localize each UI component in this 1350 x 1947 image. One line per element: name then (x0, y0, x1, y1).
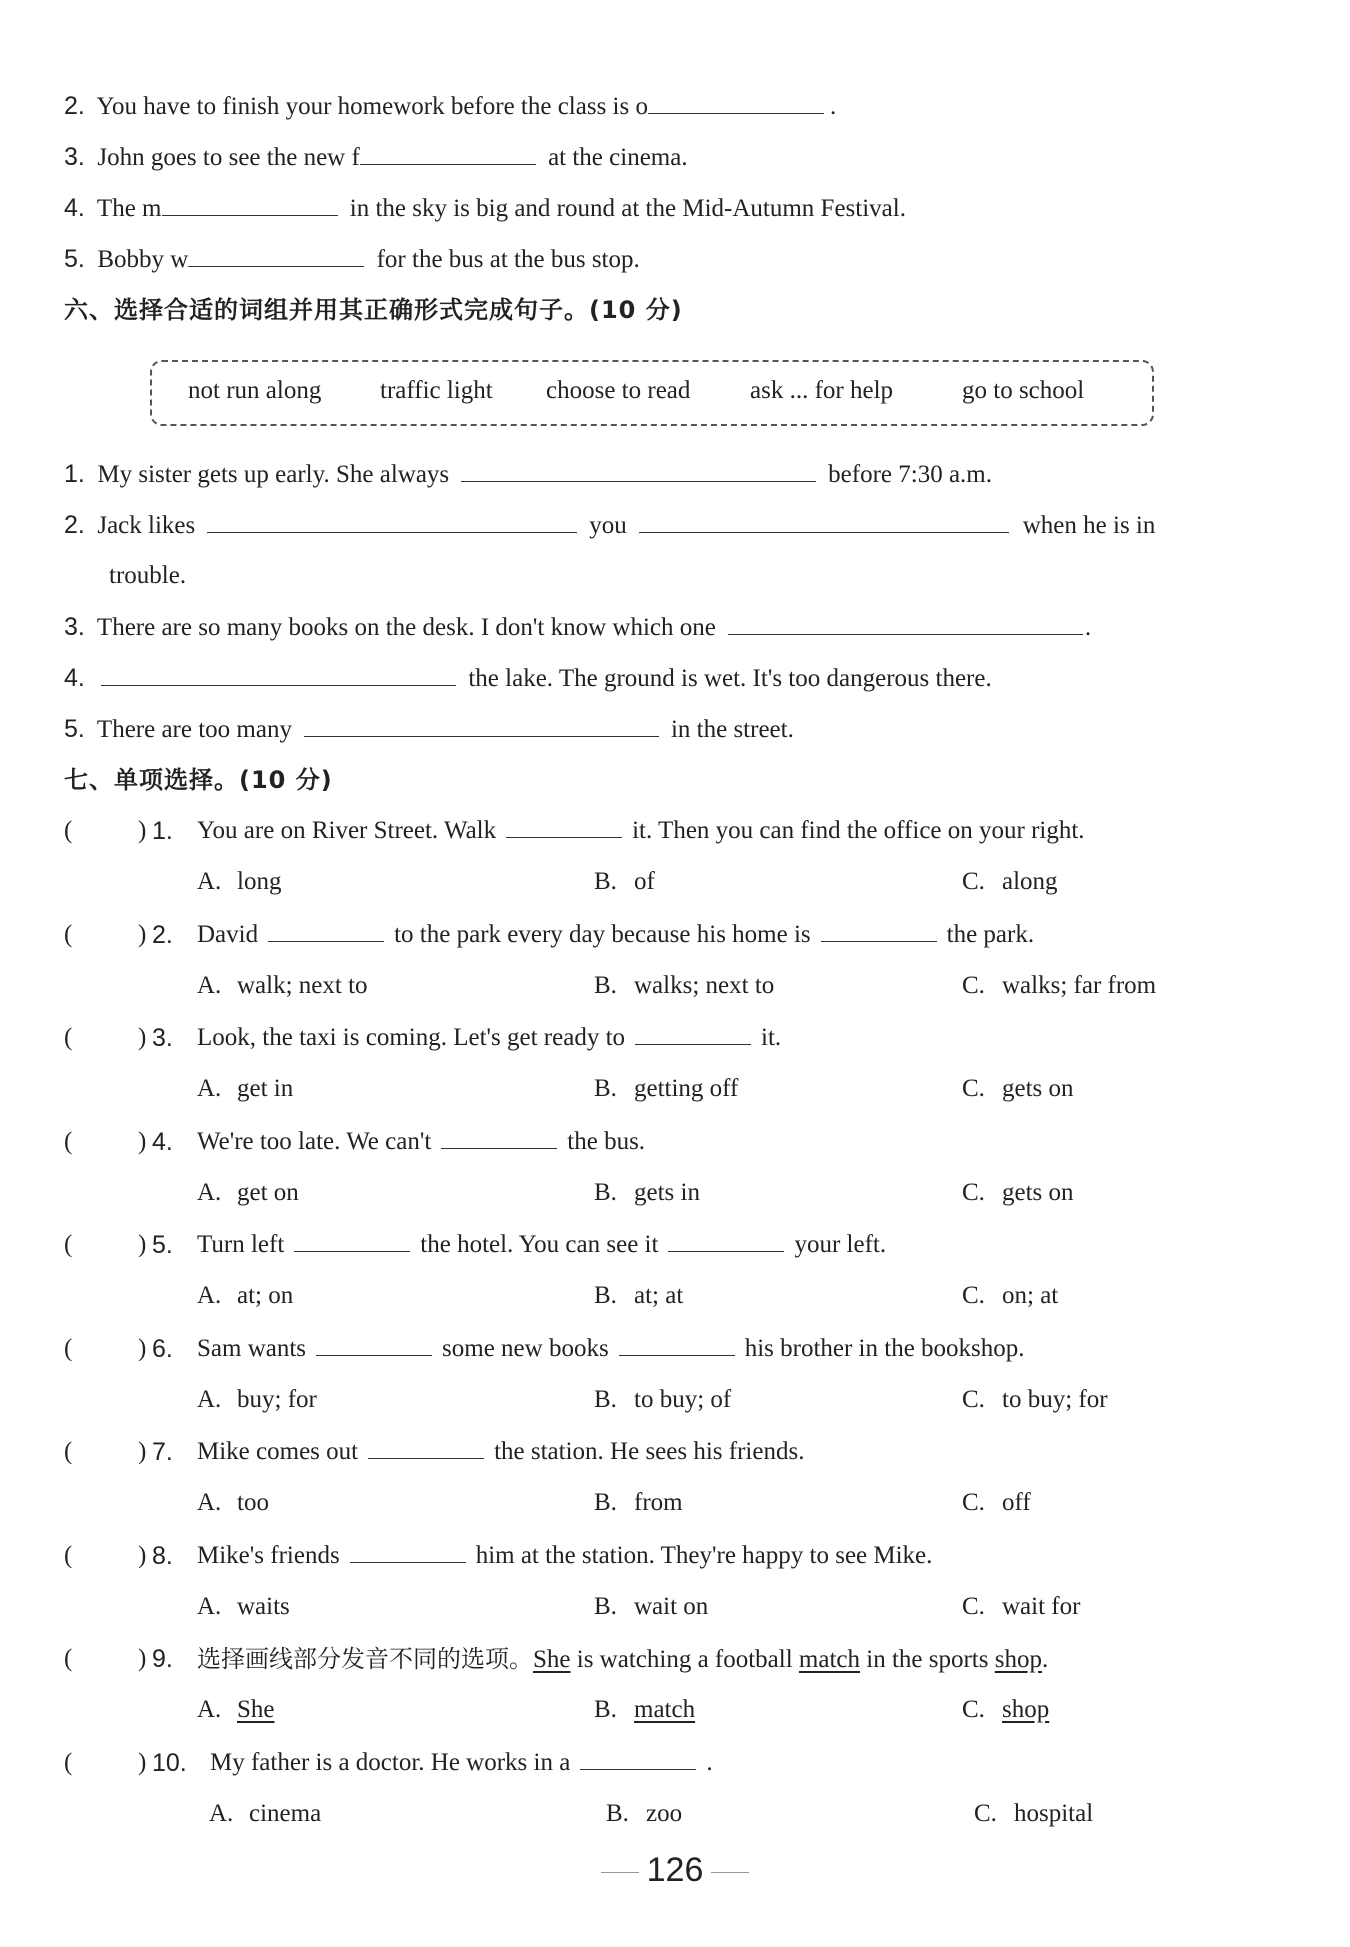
answer-paren-close: ) (138, 1024, 147, 1051)
answer-slot[interactable] (84, 1643, 138, 1675)
answer-slot[interactable] (84, 1022, 138, 1054)
answer-paren-open: ( (64, 1645, 73, 1672)
option-a[interactable]: A. too (197, 1489, 269, 1516)
answer-blank[interactable] (350, 1540, 466, 1563)
s5-item-4: 4. The m in the sky is big and round at the Mid-Autumn Festival. (64, 194, 906, 222)
option-a[interactable]: A. buy; for (197, 1386, 317, 1413)
question-text: Mike's friends him at the station. They're happy to see Mike. (197, 1542, 933, 1569)
question-number: 9. (152, 1645, 173, 1673)
question-text: Mike comes out the station. He sees his friends. (197, 1438, 805, 1465)
section-6-heading: 六、选择合适的词组并用其正确形式完成句子。(10 分) (64, 296, 683, 324)
question-text: We're too late. We can't the bus. (197, 1128, 646, 1155)
phrase-item: go to school (962, 377, 1085, 404)
s5-item-3: 3. John goes to see the new f at the cinema. (64, 143, 688, 171)
answer-paren-close: ) (138, 1128, 147, 1155)
answer-paren-close: ) (138, 1749, 147, 1776)
answer-paren-open: ( (64, 1542, 73, 1569)
answer-blank[interactable] (635, 1022, 751, 1045)
answer-slot[interactable] (84, 1126, 138, 1158)
s6-item-2: 2. Jack likes you when he is in (64, 511, 1156, 539)
option-b[interactable]: B. at; at (594, 1282, 684, 1309)
answer-paren-open: ( (64, 1231, 73, 1258)
answer-paren-close: ) (138, 1542, 147, 1569)
s6-item-3: 3. There are so many books on the desk. I don't know which one . (64, 613, 1092, 641)
answer-blank[interactable] (648, 91, 824, 114)
answer-paren-close: ) (138, 921, 147, 948)
answer-blank[interactable] (668, 1229, 784, 1252)
answer-paren-close: ) (138, 817, 147, 844)
question-text: My father is a doctor. He works in a . (210, 1749, 713, 1776)
option-c[interactable]: C. off (962, 1489, 1031, 1516)
phrase-item: traffic light (380, 377, 493, 404)
question-number: 5. (152, 1231, 173, 1259)
option-b[interactable]: B. zoo (606, 1800, 683, 1827)
answer-slot[interactable] (84, 919, 138, 951)
question-number: 1. (152, 817, 173, 845)
s6-item-4: 4. the lake. The ground is wet. It's too dangerous there. (64, 664, 992, 692)
answer-paren-open: ( (64, 1335, 73, 1362)
answer-blank[interactable] (580, 1747, 696, 1770)
answer-blank[interactable] (188, 244, 364, 267)
answer-slot[interactable] (84, 1333, 138, 1365)
answer-paren-close: ) (138, 1335, 147, 1362)
question-text: Sam wants some new books his brother in the bookshop. (197, 1335, 1025, 1362)
answer-blank[interactable] (461, 459, 816, 482)
answer-paren-open: ( (64, 1128, 73, 1155)
question-number: 3. (152, 1024, 173, 1052)
section-7-heading: 七、单项选择。(10 分) (64, 766, 333, 794)
question-text: David to the park every day because his home is the park. (197, 921, 1035, 948)
option-b[interactable]: B. gets in (594, 1179, 700, 1206)
answer-paren-open: ( (64, 921, 73, 948)
question-number: 6. (152, 1335, 173, 1363)
option-a[interactable]: A. long (197, 868, 282, 895)
answer-blank[interactable] (268, 919, 384, 942)
answer-blank[interactable] (360, 142, 536, 165)
question-number: 4. (152, 1128, 173, 1156)
option-c[interactable]: C. gets on (962, 1179, 1074, 1206)
question-number: 8. (152, 1542, 173, 1570)
option-b[interactable]: B. getting off (594, 1075, 739, 1102)
question-text: Turn left the hotel. You can see it your left. (197, 1231, 887, 1258)
answer-blank[interactable] (304, 714, 659, 737)
answer-paren-close: ) (138, 1438, 147, 1465)
option-c[interactable]: C. on; at (962, 1282, 1059, 1309)
answer-blank[interactable] (728, 612, 1083, 635)
answer-blank[interactable] (441, 1126, 557, 1149)
answer-paren-open: ( (64, 1438, 73, 1465)
answer-slot[interactable] (84, 1436, 138, 1468)
s6-item-2-cont: trouble. (109, 562, 187, 589)
page-number: 126 (560, 1850, 790, 1890)
option-b[interactable]: B. of (594, 868, 655, 895)
answer-slot[interactable] (84, 1747, 138, 1779)
option-c[interactable]: C. wait for (962, 1593, 1081, 1620)
option-c[interactable]: C. walks; far from (962, 972, 1157, 999)
divider (711, 1872, 749, 1873)
option-a[interactable]: A. cinema (209, 1800, 322, 1827)
answer-paren-close: ) (138, 1645, 147, 1672)
question-number: 7. (152, 1438, 173, 1466)
answer-blank[interactable] (639, 510, 1009, 533)
phrase-item: ask ... for help (750, 377, 894, 404)
answer-paren-open: ( (64, 817, 73, 844)
option-c[interactable]: C. hospital (974, 1800, 1094, 1827)
option-b[interactable]: B. match (594, 1696, 696, 1723)
option-a[interactable]: A. at; on (197, 1282, 294, 1309)
s6-item-5: 5. There are too many in the street. (64, 715, 794, 743)
answer-blank[interactable] (101, 663, 456, 686)
option-c[interactable]: C. gets on (962, 1075, 1074, 1102)
question-text: You are on River Street. Walk it. Then you can find the office on your right. (197, 817, 1085, 844)
answer-blank[interactable] (207, 510, 577, 533)
answer-blank[interactable] (162, 193, 338, 216)
answer-paren-open: ( (64, 1749, 73, 1776)
option-a[interactable]: A. get in (197, 1075, 294, 1102)
answer-blank[interactable] (821, 919, 937, 942)
option-c[interactable]: C. shop (962, 1696, 1050, 1723)
option-b[interactable]: B. to buy; of (594, 1386, 732, 1413)
answer-blank[interactable] (619, 1333, 735, 1356)
question-number: 10. (152, 1749, 187, 1777)
option-a[interactable]: A. walk; next to (197, 972, 368, 999)
s6-item-1: 1. My sister gets up early. She always before 7:30 a.m. (64, 460, 992, 488)
option-c[interactable]: C. along (962, 868, 1058, 895)
question-number: 2. (152, 921, 173, 949)
answer-paren-close: ) (138, 1231, 147, 1258)
option-b[interactable]: B. wait on (594, 1593, 709, 1620)
option-a[interactable]: A. get on (197, 1179, 299, 1206)
question-text: Look, the taxi is coming. Let's get ready to it. (197, 1024, 782, 1051)
option-b[interactable]: B. from (594, 1489, 683, 1516)
answer-blank[interactable] (316, 1333, 432, 1356)
s5-item-2: 2. You have to finish your homework before the class is o . (64, 92, 837, 120)
option-a[interactable]: A. She (197, 1696, 275, 1723)
answer-blank[interactable] (368, 1436, 484, 1459)
option-c[interactable]: C. to buy; for (962, 1386, 1108, 1413)
answer-slot[interactable] (84, 1229, 138, 1261)
phrase-item: not run along (188, 377, 322, 404)
question-text: 选择画线部分发音不同的选项。She is watching a football match in the sports shop. (197, 1645, 1049, 1673)
answer-blank[interactable] (294, 1229, 410, 1252)
answer-slot[interactable] (84, 815, 138, 847)
s5-item-5: 5. Bobby w for the bus at the bus stop. (64, 245, 640, 273)
phrase-item: choose to read (546, 377, 691, 404)
answer-slot[interactable] (84, 1540, 138, 1572)
divider (601, 1872, 639, 1873)
answer-paren-open: ( (64, 1024, 73, 1051)
option-b[interactable]: B. walks; next to (594, 972, 775, 999)
option-a[interactable]: A. waits (197, 1593, 290, 1620)
answer-blank[interactable] (506, 815, 622, 838)
